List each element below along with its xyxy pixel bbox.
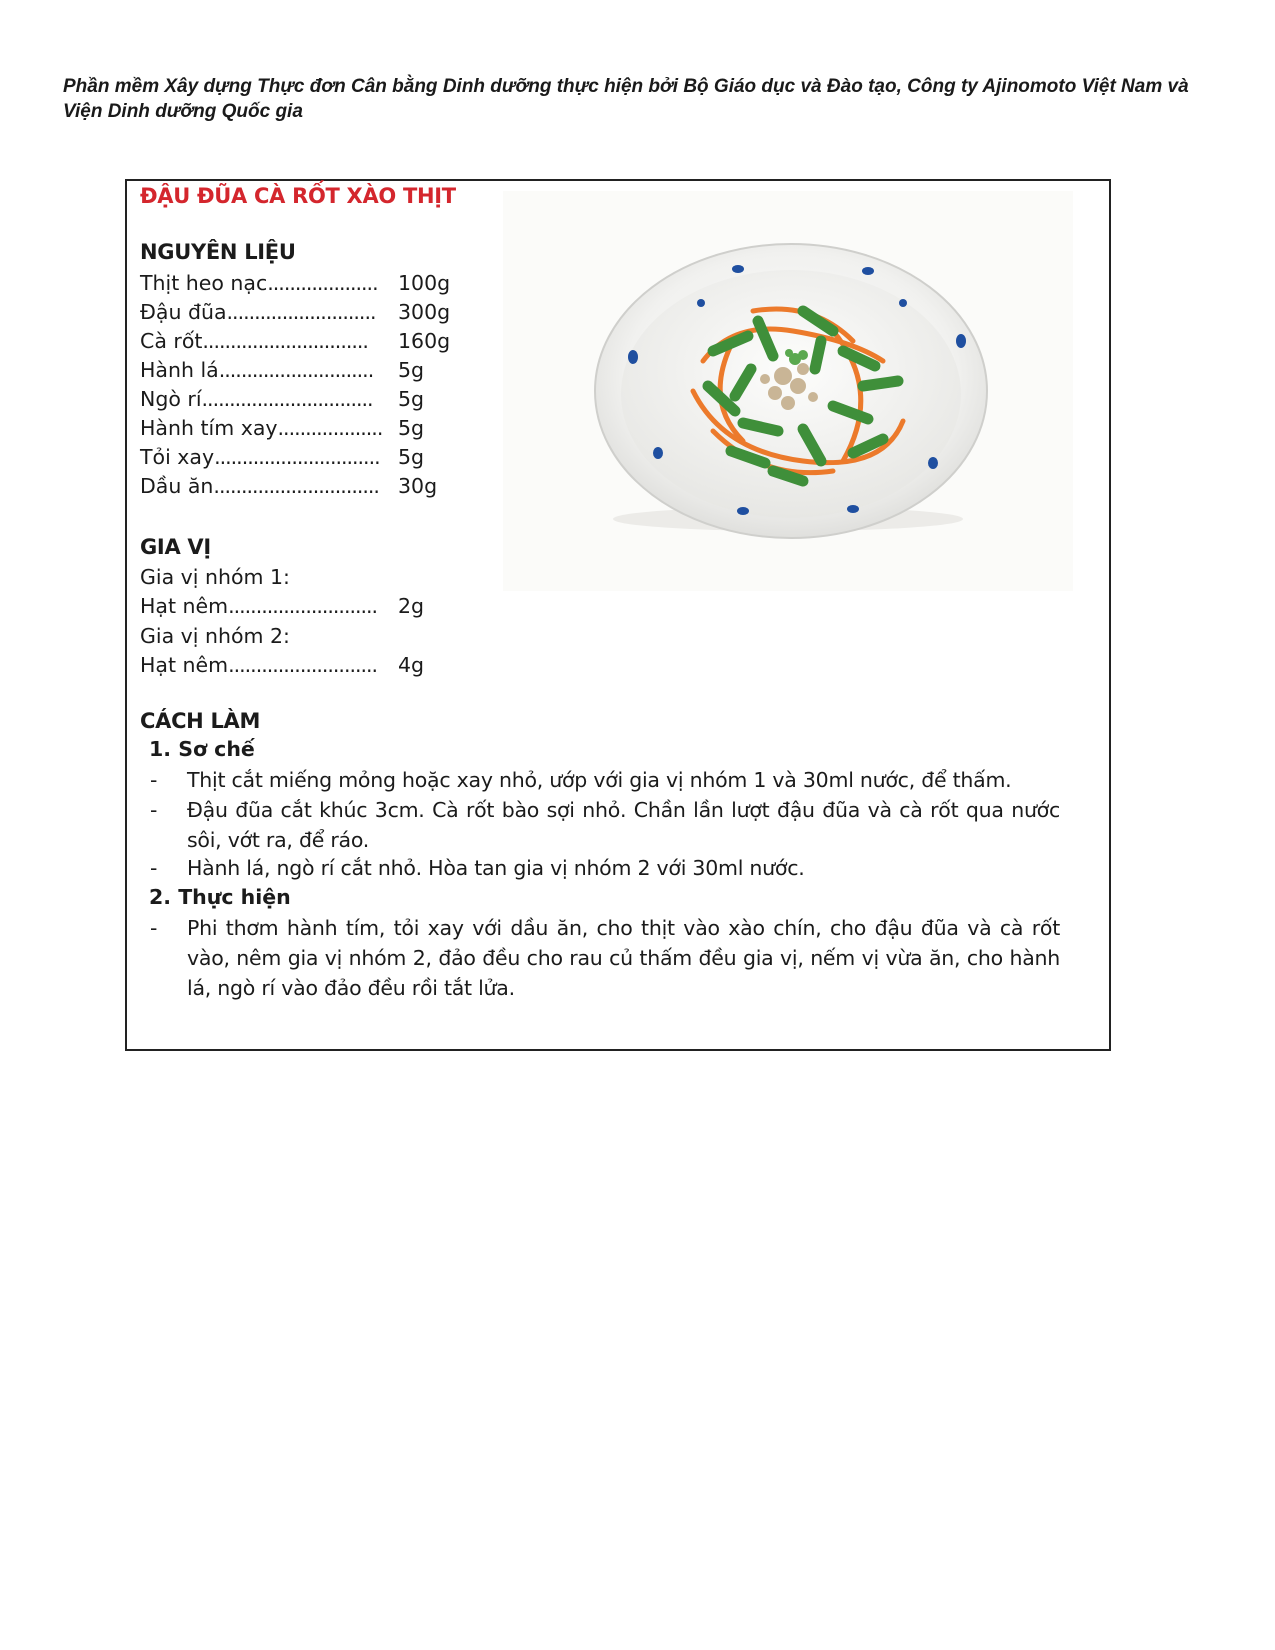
leader-dots: ........................... bbox=[228, 653, 378, 677]
ingredient-amount: 100g bbox=[398, 271, 451, 295]
leader-dots: .............................. bbox=[202, 329, 368, 353]
ingredient-amount: 5g bbox=[398, 445, 425, 469]
ingredient-row bbox=[140, 268, 451, 298]
leader-dots: .............................. bbox=[214, 445, 380, 469]
step2-bullet bbox=[150, 913, 1060, 1003]
step1-bullet bbox=[150, 853, 1060, 883]
ingredient-name: Ngò rí bbox=[140, 387, 202, 411]
step1-title: 1. Sơ chế bbox=[149, 737, 255, 761]
seasoning-group1-label: Gia vị nhóm 1: bbox=[140, 565, 290, 589]
ingredient-amount: 160g bbox=[398, 329, 451, 353]
bullet-dash: - bbox=[150, 798, 158, 822]
ingredients-heading: NGUYÊN LIỆU bbox=[140, 240, 296, 264]
step1-bullet bbox=[150, 795, 1060, 855]
leader-dots: ................... bbox=[277, 416, 383, 440]
ingredient-name: Hành tím xay bbox=[140, 416, 278, 440]
seasoning-name: Hạt nêm bbox=[140, 653, 229, 677]
seasoning-group2-item bbox=[140, 650, 425, 680]
leader-dots: ............................... bbox=[201, 387, 373, 411]
leader-dots: .................... bbox=[267, 271, 378, 295]
ingredient-row bbox=[140, 413, 425, 443]
bullet-dash: - bbox=[150, 768, 158, 792]
recipe-title: ĐẬU ĐŨA CÀ RỐT XÀO THỊT bbox=[140, 184, 456, 208]
bullet-dash: - bbox=[150, 916, 158, 940]
leader-dots: .............................. bbox=[213, 474, 379, 498]
recipe-card bbox=[125, 179, 1111, 1051]
bullet-text: Phi thơm hành tím, tỏi xay với dầu ăn, cho thịt vào xào chín, cho đậu đũa và cà rốt vào, nêm gia vị nhóm 2, đảo đều cho rau củ thấm đều gia vị, nếm vị vừa ăn, cho hành lá, ngò rí vào đảo đều rồi tắt lửa. bbox=[187, 916, 1060, 1000]
ingredient-name: Tỏi xay bbox=[140, 445, 215, 469]
ingredient-name: Thịt heo nạc bbox=[140, 271, 268, 295]
seasoning-name: Hạt nêm bbox=[140, 594, 229, 618]
ingredient-amount: 300g bbox=[398, 300, 451, 324]
dish-photo bbox=[503, 191, 1073, 591]
ingredient-row bbox=[140, 355, 425, 385]
ingredient-row bbox=[140, 442, 425, 472]
bullet-dash: - bbox=[150, 856, 158, 880]
ingredient-amount: 30g bbox=[398, 474, 438, 498]
leader-dots: ........................... bbox=[228, 594, 378, 618]
step2-title: 2. Thực hiện bbox=[149, 885, 291, 909]
ingredient-row bbox=[140, 297, 451, 327]
dish-illustration bbox=[503, 191, 1073, 591]
bullet-text: Hành lá, ngò rí cắt nhỏ. Hòa tan gia vị nhóm 2 với 30ml nước. bbox=[187, 856, 805, 880]
ingredient-name: Dầu ăn bbox=[140, 474, 214, 498]
method-heading: CÁCH LÀM bbox=[140, 709, 261, 733]
seasoning-amount: 2g bbox=[398, 594, 425, 618]
ingredient-amount: 5g bbox=[398, 416, 425, 440]
seasoning-heading: GIA VỊ bbox=[140, 535, 211, 559]
seasoning-group1-item bbox=[140, 591, 425, 621]
leader-dots: ............................ bbox=[218, 358, 374, 382]
ingredient-amount: 5g bbox=[398, 358, 425, 382]
ingredient-row bbox=[140, 471, 438, 501]
ingredient-row bbox=[140, 326, 451, 356]
seasoning-group2-label: Gia vị nhóm 2: bbox=[140, 624, 290, 648]
ingredient-name: Hành lá bbox=[140, 358, 219, 382]
step1-bullet bbox=[150, 765, 1060, 795]
ingredient-amount: 5g bbox=[398, 387, 425, 411]
ingredient-name: Đậu đũa bbox=[140, 300, 227, 324]
ingredient-row bbox=[140, 384, 425, 414]
seasoning-amount: 4g bbox=[398, 653, 425, 677]
leader-dots: ........................... bbox=[226, 300, 376, 324]
page-header: Phần mềm Xây dựng Thực đơn Cân bằng Dinh dưỡng thực hiện bởi Bộ Giáo dục và Đào tạo, Công ty Ajinomoto Việt Nam và Viện Dinh dưỡng Quốc gia bbox=[63, 76, 1189, 122]
bullet-text: Thịt cắt miếng mỏng hoặc xay nhỏ, ướp với gia vị nhóm 1 và 30ml nước, để thấm. bbox=[187, 768, 1012, 792]
ingredient-name: Cà rốt bbox=[140, 329, 203, 353]
bullet-text: Đậu đũa cắt khúc 3cm. Cà rốt bào sợi nhỏ. Chần lần lượt đậu đũa và cà rốt qua nước sôi, vớt ra, để ráo. bbox=[187, 798, 1060, 852]
